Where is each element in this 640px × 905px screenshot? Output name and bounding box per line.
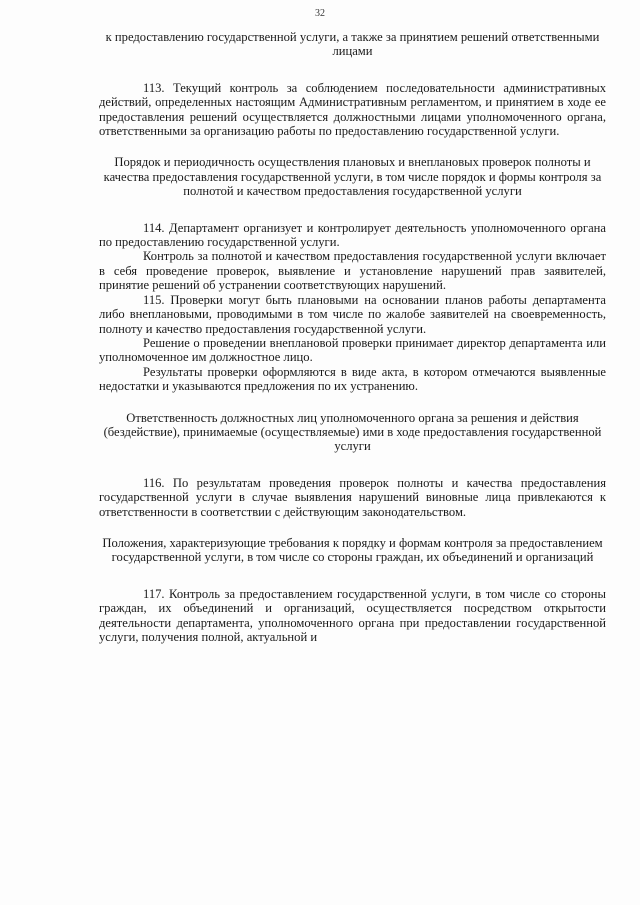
spacer [99, 138, 606, 155]
spacer [99, 199, 606, 221]
document-body [99, 30, 606, 644]
section-heading: Положения, характеризующие требования к порядку и формам контроля за предоставлением государственной услуги, в том числе со стороны граждан, их объединений и организаций [102, 535, 603, 565]
paragraph: Результаты проверки оформляются в виде акта, в котором отмечаются выявленные недостатки и указываются предложения по их устранению. [99, 364, 606, 394]
spacer [99, 59, 606, 81]
paragraph: 114. Департамент организует и контролирует деятельность уполномоченного органа по предоставлению государственной услуги. [99, 220, 606, 250]
spacer [99, 565, 606, 587]
spacer [99, 454, 606, 476]
paragraph: 115. Проверки могут быть плановыми на основании планов работы департамента либо внеплановыми, проводимыми в том числе по жалобе заявителей на своевременность, полноту и качество предоставления государственной услуги. [99, 292, 606, 336]
spacer [99, 394, 606, 411]
paragraph: 116. По результатам проведения проверок полноты и качества предоставления государственной услуги в случае выявления нарушений виновные лица привлекаются к ответственности в соответствии с действующим законодательством. [99, 475, 606, 519]
page-number: 32 [315, 8, 325, 19]
paragraph: Решение о проведении внеплановой проверки принимает директор департамента или уполномоченное им должностное лицо. [99, 335, 606, 365]
spacer [99, 519, 606, 536]
section-heading: Порядок и периодичность осуществления плановых и внеплановых проверок полноты и качества предоставления государственной услуги, в том числе порядок и формы контроля за полнотой и качеством предоставления государственной услуги [103, 155, 602, 199]
paragraph: 117. Контроль за предоставлением государственной услуги, в том числе со стороны граждан, их объединений и организаций, осуществляется посредством открытости деятельности департамента, уполномоченного органа при предоставлении государственной услуги, получения полной, актуальной и [99, 586, 606, 644]
paragraph: Контроль за полнотой и качеством предоставления государственной услуги включает в себя проведение проверок, выявление и установление нарушений прав заявителей, принятие решений об устранении соответствующих нарушений. [99, 249, 606, 293]
paragraph: 113. Текущий контроль за соблюдением последовательности административных действий, определенных настоящим Административным регламентом, и принятием в ходе ее предоставления решений осуществляется должностными лицами уполномоченного органа, ответственными за организацию работы по предоставлению государственной услуги. [99, 80, 606, 139]
section-heading: Ответственность должностных лиц уполномоченного органа за решения и действия (бездействие), принимаемые (осуществляемые) ими в ходе предоставления государственной услуги [103, 410, 602, 454]
section-heading: к предоставлению государственной услуги, а также за принятием решений ответственными лицами [105, 30, 600, 59]
